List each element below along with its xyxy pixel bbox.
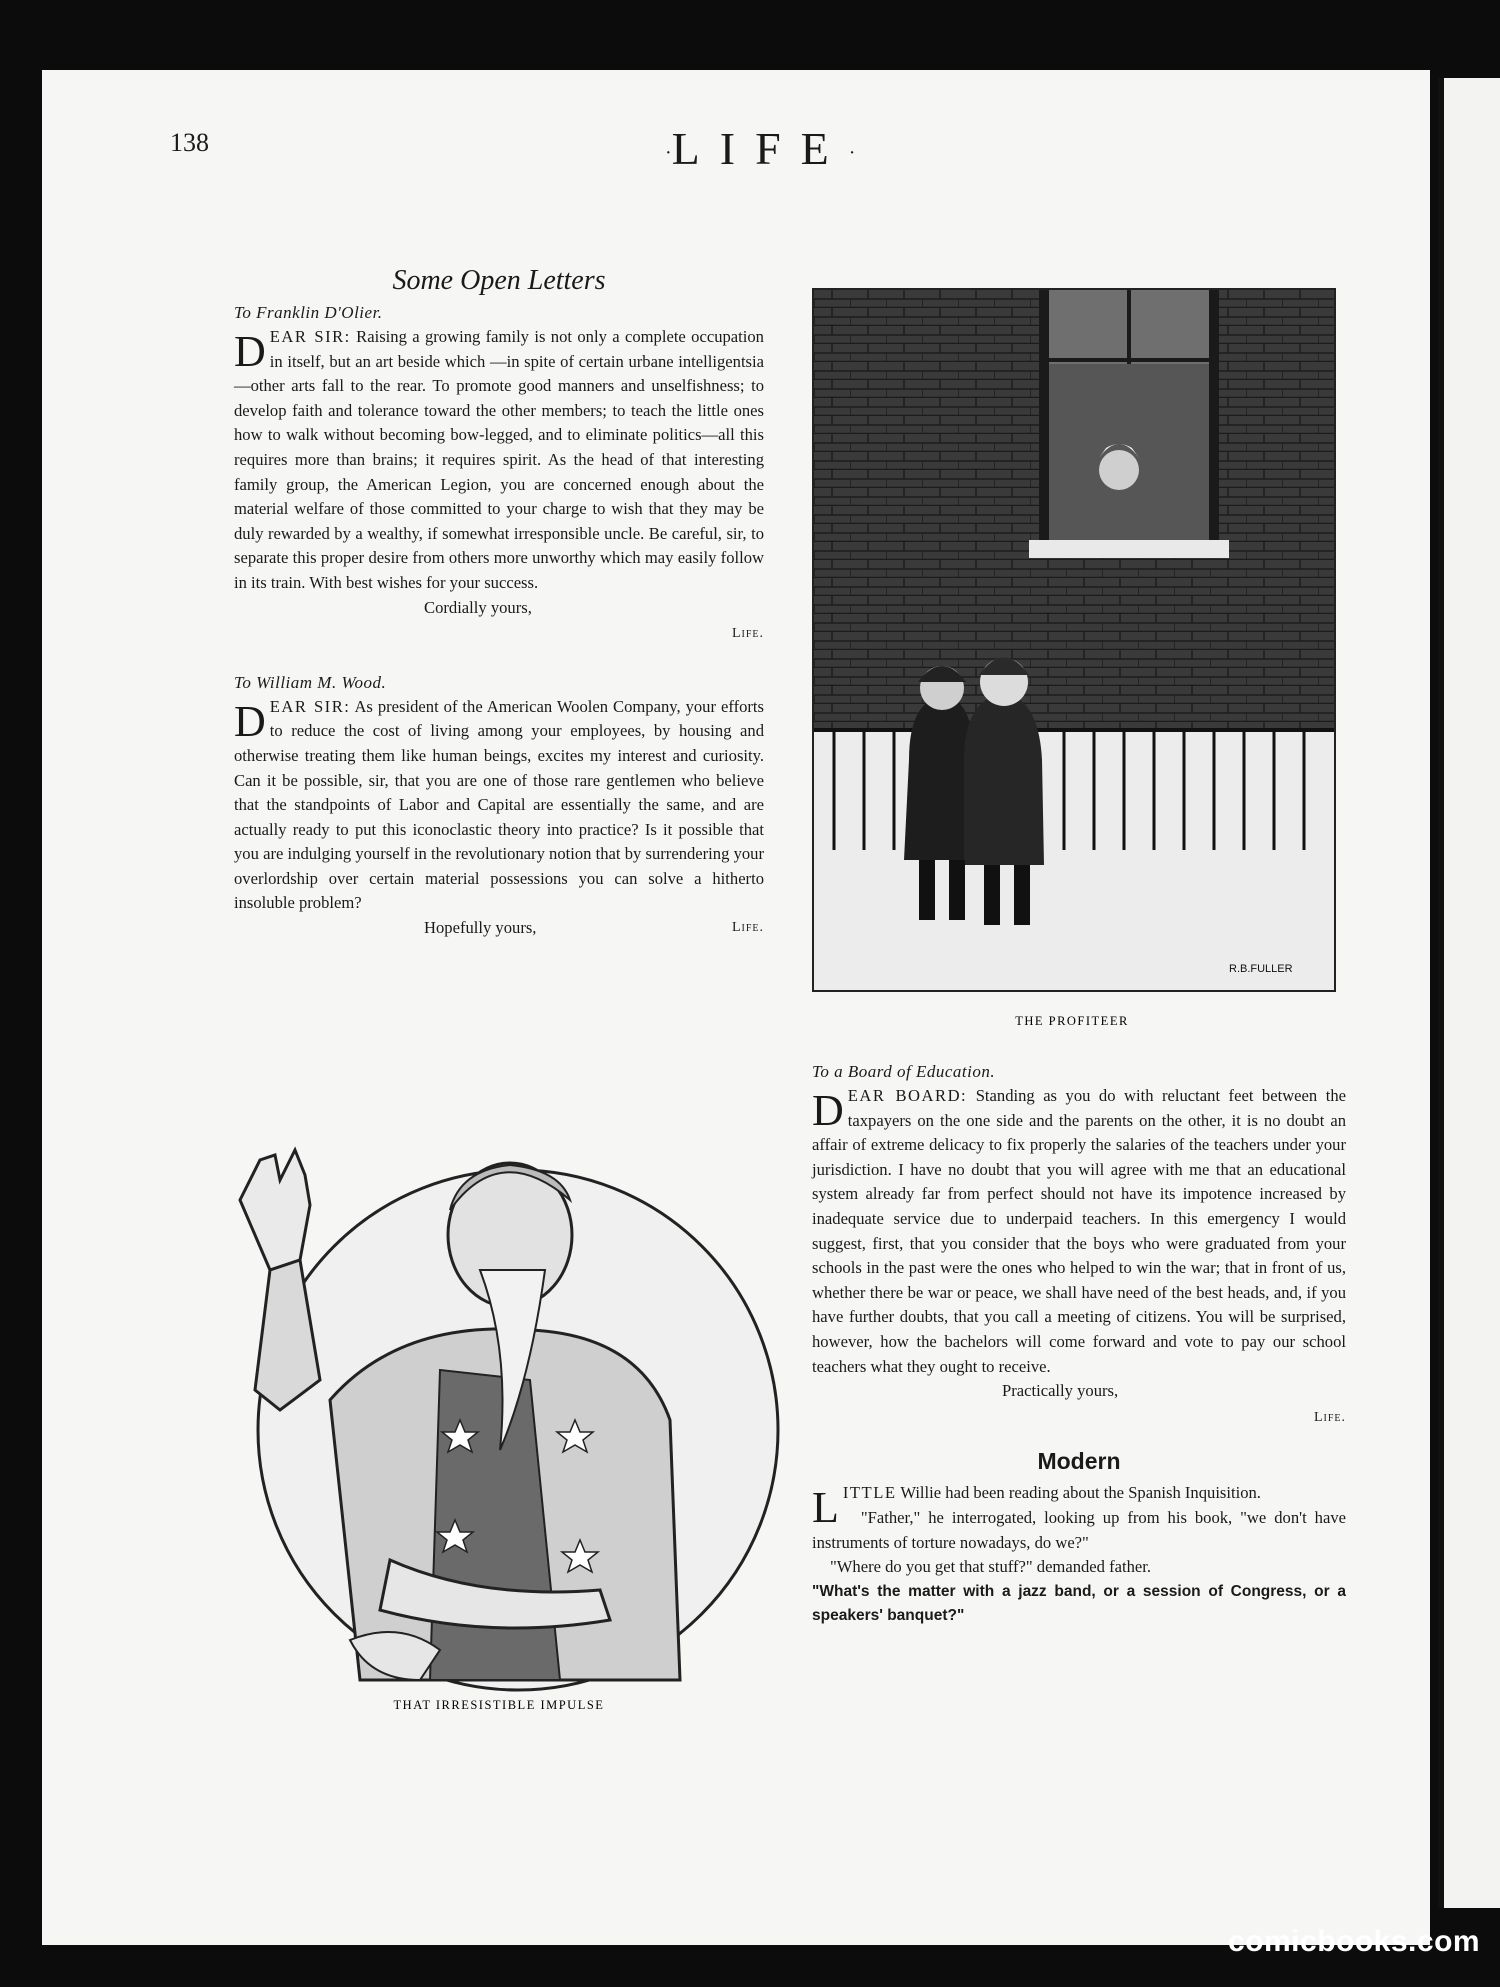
watermark: comicbooks.com — [1228, 1925, 1481, 1958]
letter-text: Standing as you do with reluctant feet between the taxpayers on the one side and the parents on the other, it is no doubt an affair of extreme delicacy to fix properly the salaries of the teachers under your jurisdiction. I have no doubt that you will agree with me that an educational system already far from perfect should not have its impotence increased by inadequate service due to underpaid teachers. In this emergency I would suggest, first, that you consider that the boys who were graduated from your schools in the past were the ones who helped to win the war; that in front of us, whether there be war or peace, we shall have need of the best heads, and, if you have further doubts, that you call a meeting of citizens. You will be surprised, however, how the bachelors will come forward and vote to pay our school teachers what they ought to receive. — [812, 1086, 1346, 1376]
caption-impulse: THAT IRRESISTIBLE IMPULSE — [393, 1698, 605, 1712]
illustration-uncle-sam — [200, 1120, 800, 1700]
modern-paragraph: LITTLE Willie had been reading about the Spanish Inquisition. — [812, 1483, 1261, 1533]
letter-wood — [234, 673, 764, 941]
profiteer-drawing — [814, 290, 1334, 990]
drop-cap: D — [234, 696, 266, 746]
letter-text: Raising a growing family is not only a complete occupation in itself, but an art beside which —in spite of certain urbane intelligentsia—other arts fall to the rear. To promote good manners and unselfishness; to develop faith and tolerance toward the other members; to teach the little ones how to walk without becoming bow-legged, and to eliminate politics—all this requires more than brains; it requires spirit. As the head of that interesting family group, the American Legion, you are concerned enough about the material welfare of those committed to your charge to wish that they may be duly rewarded by a wealthy, if somewhat irresponsible uncle. Be careful, sir, to separate this proper desire from others more unworthy which may easily follow in its train. With best wishes for your success. — [234, 327, 764, 592]
letter-body — [234, 695, 764, 916]
letter-closing: Cordially yours, — [424, 597, 532, 617]
letter-salutation: EAR SIR: — [269, 696, 351, 716]
drop-cap: D — [812, 1086, 844, 1135]
caption-profiteer: THE PROFITEER — [1015, 1014, 1129, 1028]
modern-paragraph: "Father," he interrogated, looking up from his book, "we don't have instruments of torture nowadays, do we?" — [812, 1507, 1346, 1552]
letter-text: As president of the American Woolen Company, your efforts to reduce the cost of living among your employees, by housing and otherwise treating them like human beings, excites my interest and curiosity. Can it be possible, sir, that you are one of those rare gentlemen who believe that the standpoints of Labor and Capital are essentially the same, and are actually ready to put this iconoclastic theory into practice? Is it possible that you are indulging yourself in the revolutionary notion that by surrendering your overlordship over certain material possessions you can solve a hitherto insoluble problem? — [234, 696, 764, 913]
modern-paragraph: "Where do you get that stuff?" demanded father. — [830, 1557, 1152, 1577]
letter-salutation: EAR BOARD: — [847, 1086, 968, 1105]
adjacent-page-edge — [1438, 78, 1500, 1908]
letter-body — [812, 1084, 1346, 1379]
letter-addressee: To Franklin D'Olier. — [234, 303, 383, 322]
modern-lead-word: ITTLE — [842, 1483, 897, 1503]
masthead-title: LIFE — [671, 123, 849, 174]
letter-salutation: EAR SIR: — [269, 327, 351, 346]
section-title: Some Open Letters — [392, 265, 606, 296]
letter-signature: Life. — [1313, 1409, 1346, 1425]
left-column — [234, 265, 764, 941]
letter-addressee: To a Board of Education. — [812, 1062, 996, 1081]
letter-body — [234, 325, 764, 596]
uncle-sam-drawing — [200, 1120, 800, 1700]
modern-title: Modern — [1037, 1448, 1121, 1475]
right-column — [812, 1062, 1346, 1628]
artist-signature: R.B.FULLER — [1229, 963, 1293, 975]
masthead: ·LIFE· — [665, 123, 856, 174]
drop-cap: D — [234, 327, 266, 376]
letter-franklin — [234, 303, 764, 647]
modern-piece — [812, 1481, 1346, 1627]
illustration-profiteer — [812, 288, 1336, 992]
letter-closing: Hopefully yours, Life. — [424, 918, 764, 938]
letter-closing: Practically yours, — [1002, 1381, 1119, 1401]
letter-signature: Life. — [731, 626, 764, 642]
letter-board — [812, 1062, 1346, 1430]
drop-cap: L — [812, 1483, 839, 1533]
modern-punchline: "What's the matter with a jazz band, or a session of Congress, or a speakers' banquet?" — [812, 1582, 1346, 1624]
letter-addressee: To William M. Wood. — [234, 672, 387, 692]
page-number: 138 — [170, 128, 209, 157]
